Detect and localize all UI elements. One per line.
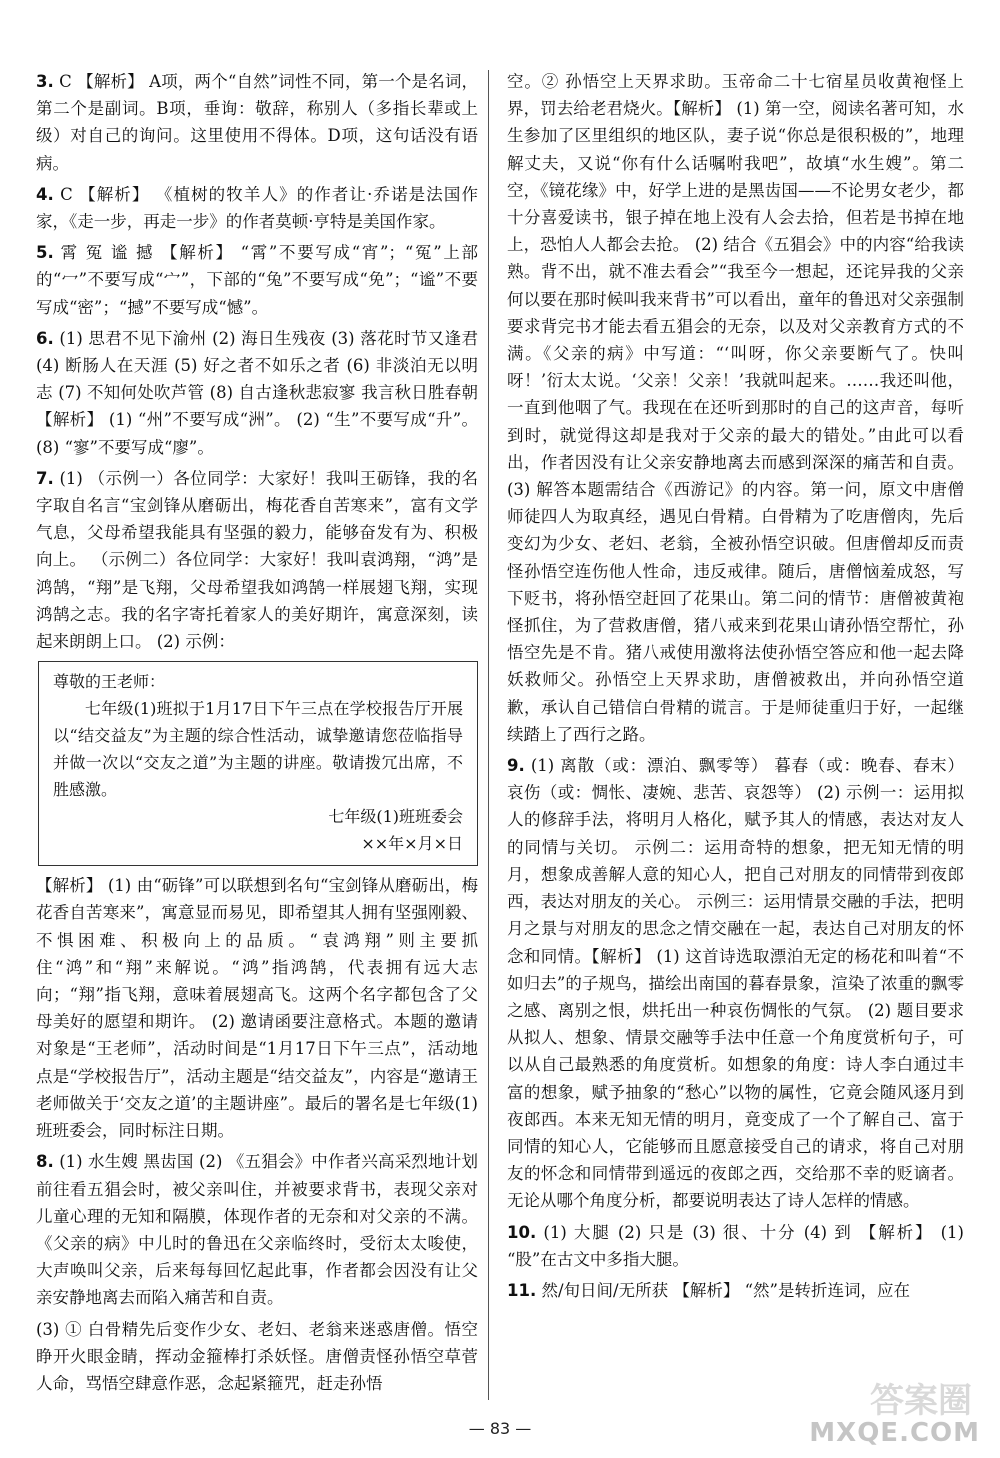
item-number: 11.	[507, 1280, 537, 1300]
item-number: 4.	[36, 184, 54, 204]
letter-date: ××年×月×日	[361, 834, 463, 854]
answer-item-10	[507, 1219, 964, 1273]
answer-item-11	[507, 1277, 964, 1304]
item-number: 5.	[36, 243, 54, 263]
right-column	[507, 68, 964, 1308]
item-text: (1) 大腿 (2) 只是 (3) 很、十分 (4) 到 【解析】 (1) “股”在古文中多指大腿。	[507, 1222, 964, 1269]
item-number: 10.	[507, 1222, 537, 1242]
item-text: C 【解析】 A项，两个“自然”词性不同，第一个是名词，第二个是副词。B项，垂询：敬辞，称别人（多指长辈或上级）对自己的询问。这里使用不得体。D项，这句话没有语病。	[36, 72, 478, 173]
item-text: 然/旬日间/无所获 【解析】 “然”是转折连词，应在	[541, 1280, 910, 1300]
letter-body: 七年级(1)班拟于1月17日下午三点在学校报告厅开展以“结交益友”为主题的综合性活动，诚挚邀请您莅临指导并做一次以“交友之道”为主题的讲座。敬请拨冗出席，不胜感激。	[53, 699, 463, 800]
item-text: (1) 水生嫂 黑齿国 (2) 《五猖会》中作者兴高采烈地计划前往看五猖会时，被父亲叫住，并被要求背书，表现父亲对儿童心理的无知和隔膜，体现作者的无奈和对父亲的不满。《父亲的病》中儿时的鲁迅在父亲临终时，受衍太太唆使，大声唤叫父亲，后来每每回忆起此事，作者都会因没有让父亲安静地离去而陷入痛苦和自责。	[36, 1152, 478, 1308]
answer-item-4	[36, 181, 478, 235]
letter-signature: 七年级(1)班班委会	[328, 807, 463, 827]
item-number: 7.	[36, 468, 54, 488]
item-number: 8.	[36, 1152, 54, 1172]
answer-item-8	[36, 1148, 478, 1311]
item-number: 6.	[36, 328, 54, 348]
answer-item-7	[36, 465, 478, 655]
item-text: C 【解析】 《植树的牧羊人》的作者让·乔诺是法国作家，《走一步，再走一步》的作者莫顿·亨特是美国作家。	[36, 184, 479, 232]
item-text: (1) 离散（或：漂泊、飘零等） 暮春（或：晚春、春末） 哀伤（或：惆怅、凄婉、悲苦、哀怨等） (2) 示例一：运用拟人的修辞手法，将明月人格化，赋予其人的情感，表达对友人的同情与关切。 示例二：运用奇特的想象，把无知无情的明月，想象成善解人意的知心人，把自己对朋友的同情带到夜郎西，表达对朋友的关心。 示例三：运用情景交融的手法，把明月之景与对朋友的思念之情交融在一起，表达自己对朋友的怀念和同情。【解析】 (1) 这首诗选取漂泊无定的杨花和叫着“不如归去”的子规鸟，描绘出南国的暮春景象，渲染了浓重的飘零之感、离别之恨，烘托出一种哀伤惆怅的气氛。 (2) 题目要求从拟人、想象、情景交融等手法中任意一个角度赏析句子，可以从自己最熟悉的角度赏析。如想象的角度：诗人李白通过丰富的想象，赋予抽象的“愁心”以物的属性，它竟会随风逐月到夜郎西。本来无知无情的明月，竟变成了一个了解自己、富于同情的知心人，它能够而且愿意接受自己的请求，将自己对朋友的怀念和同情带到遥远的夜郎之西，交给那不幸的贬谪者。无论从哪个角度分析，都要说明表达了诗人怎样的情感。	[507, 756, 964, 1211]
answer-item-5	[36, 239, 478, 321]
item-text: 霄 冤 谧 撼 【解析】 “霄”不要写成“宵”；“冤”上部的“冖”不要写成“宀”，下部的“兔”不要写成“免”；“谧”不要写成“密”；“撼”不要写成“憾”。	[36, 243, 478, 317]
answer-item-3	[36, 68, 478, 177]
page-number: — 83 —	[468, 1419, 532, 1438]
left-column	[36, 68, 478, 1397]
watermark-site-text: MXQE.COM	[809, 1418, 980, 1448]
letter-greeting: 尊敬的王老师：	[53, 672, 166, 692]
item-8-part-3: (3) ① 白骨精先后变作少女、老妇、老翁来迷惑唐僧。悟空睁开火眼金睛，挥动金箍棒打杀妖怪。唐僧责怪孙悟空草菅人命，骂悟空肆意作恶，念起紧箍咒，赶走孙悟	[36, 1319, 478, 1393]
item-number: 3.	[36, 72, 54, 91]
answer-item-9	[507, 752, 964, 1214]
invitation-letter-box	[38, 661, 478, 866]
item-number: 9.	[507, 756, 525, 776]
column-divider	[488, 70, 489, 1400]
item-7-analysis: 【解析】 (1) 由“砺锋”可以联想到名句“宝剑锋从磨砺出，梅花香自苦寒来”，寓意显而易见，即希望其人拥有坚强刚毅、不惧困难、积极向上的品质。“袁鸿翔”则主要抓住“鸿”和“翔”来解说。“鸿”指鸿鹄，代表拥有远大志向；“翔”指飞翔，意味着展翅高飞。这两个名字都包含了父母美好的愿望和期许。 (2) 邀请函要注意格式。本题的邀请对象是“王老师”，活动时间是“1月17日下午三点”，活动地点是“学校报告厅”，活动主题是“结交益友”，内容是“邀请王老师做关于‘交友之道’的主题讲座”。最后的署名是七年级(1)班班委会，同时标注日期。	[36, 876, 478, 1141]
watermark-logo	[809, 1372, 984, 1452]
item-text: (1) （示例一）各位同学：大家好！我叫王砺锋，我的名字取自名言“宝剑锋从磨砺出，梅花香自苦寒来”，富有文学气息，父母希望我能具有坚强的毅力，能够奋发有为、积极向上。 （示例二）各位同学：大家好！我叫袁鸿翔，“鸿”是鸿鹄，“翔”是飞翔，父母希望我如鸿鹄一样展翅飞翔，实现鸿鹄之志。我的名字寄托着家人的美好期许，寓意深刻，读起来朗朗上口。 (2) 示例：	[36, 468, 478, 652]
item-text: (1) 思君不见下渝州 (2) 海日生残夜 (3) 落花时节又逢君 (4) 断肠人在天涯 (5) 好之者不如乐之者 (6) 非淡泊无以明志 (7) 不知何处吹芦管 (8) 自古逢秋悲寂寥 我言秋日胜春朝 【解析】 (1) “州”不要写成“洲”。 (2) “生”不要写成“升”。 (8) “寥”不要写成“廖”。	[36, 328, 479, 457]
item-8-continued: 空。② 孙悟空上天界求助。玉帝命二十七宿星员收黄袍怪上界，罚去给老君烧火。【解析】 (1) 第一空，阅读名著可知，水生参加了区里组织的地区队，妻子说“你总是很积极的”，地理解丈夫，又说“你有什么话嘱咐我吧”，故填“水生嫂”。第二空，《镜花缘》中，好学上进的是黑齿国——不论男女老少，都十分喜爱读书，银子掉在地上没有人会去拾，但若是书掉在地上，恐怕人人都会去抢。 (2) 结合《五猖会》中的内容“给我读熟。背不出，就不准去看会”“我至今一想起，还诧异我的父亲何以要在那时候叫我来背书”可以看出，童年的鲁迅对父亲强制要求背完书才能去看五猖会的无奈，以及对父亲教育方式的不满。《父亲的病》中写道：“‘叫呀，你父亲要断气了。快叫呀！’衍太太说。‘父亲！父亲！’我就叫起来。……我还叫他，一直到他咽了气。我现在在还听到那时的自己的这声音，每听到时，就觉得这却是我对于父亲的最大的错处。”由此可以看出，作者因没有让父亲安静地离去而感到深深的痛苦和自责。 (3) 解答本题需结合《西游记》的内容。第一问，原文中唐僧师徒四人为取真经，遇见白骨精。白骨精为了吃唐僧肉，先后变幻为少女、老妇、老翁，全被孙悟空识破。但唐僧却反而责怪孙悟空连伤他人性命，违反戒律。随后，唐僧恼羞成怒，写下贬书，将孙悟空赶回了花果山。第二问的情节：唐僧被黄袍怪抓住，为了营救唐僧，猪八戒来到花果山请孙悟空帮忙，孙悟空先是不肯。猪八戒使用激将法使孙悟空答应和他一起去降妖救师父。孙悟空上天界求助，唐僧被救出，并向孙悟空道歉，承认自己错信白骨精的谎言。于是师徒重归于好，一起继续踏上了西行之路。	[507, 72, 964, 744]
watermark-logo-text: 答案圈	[870, 1381, 972, 1421]
answer-item-6	[36, 325, 478, 461]
